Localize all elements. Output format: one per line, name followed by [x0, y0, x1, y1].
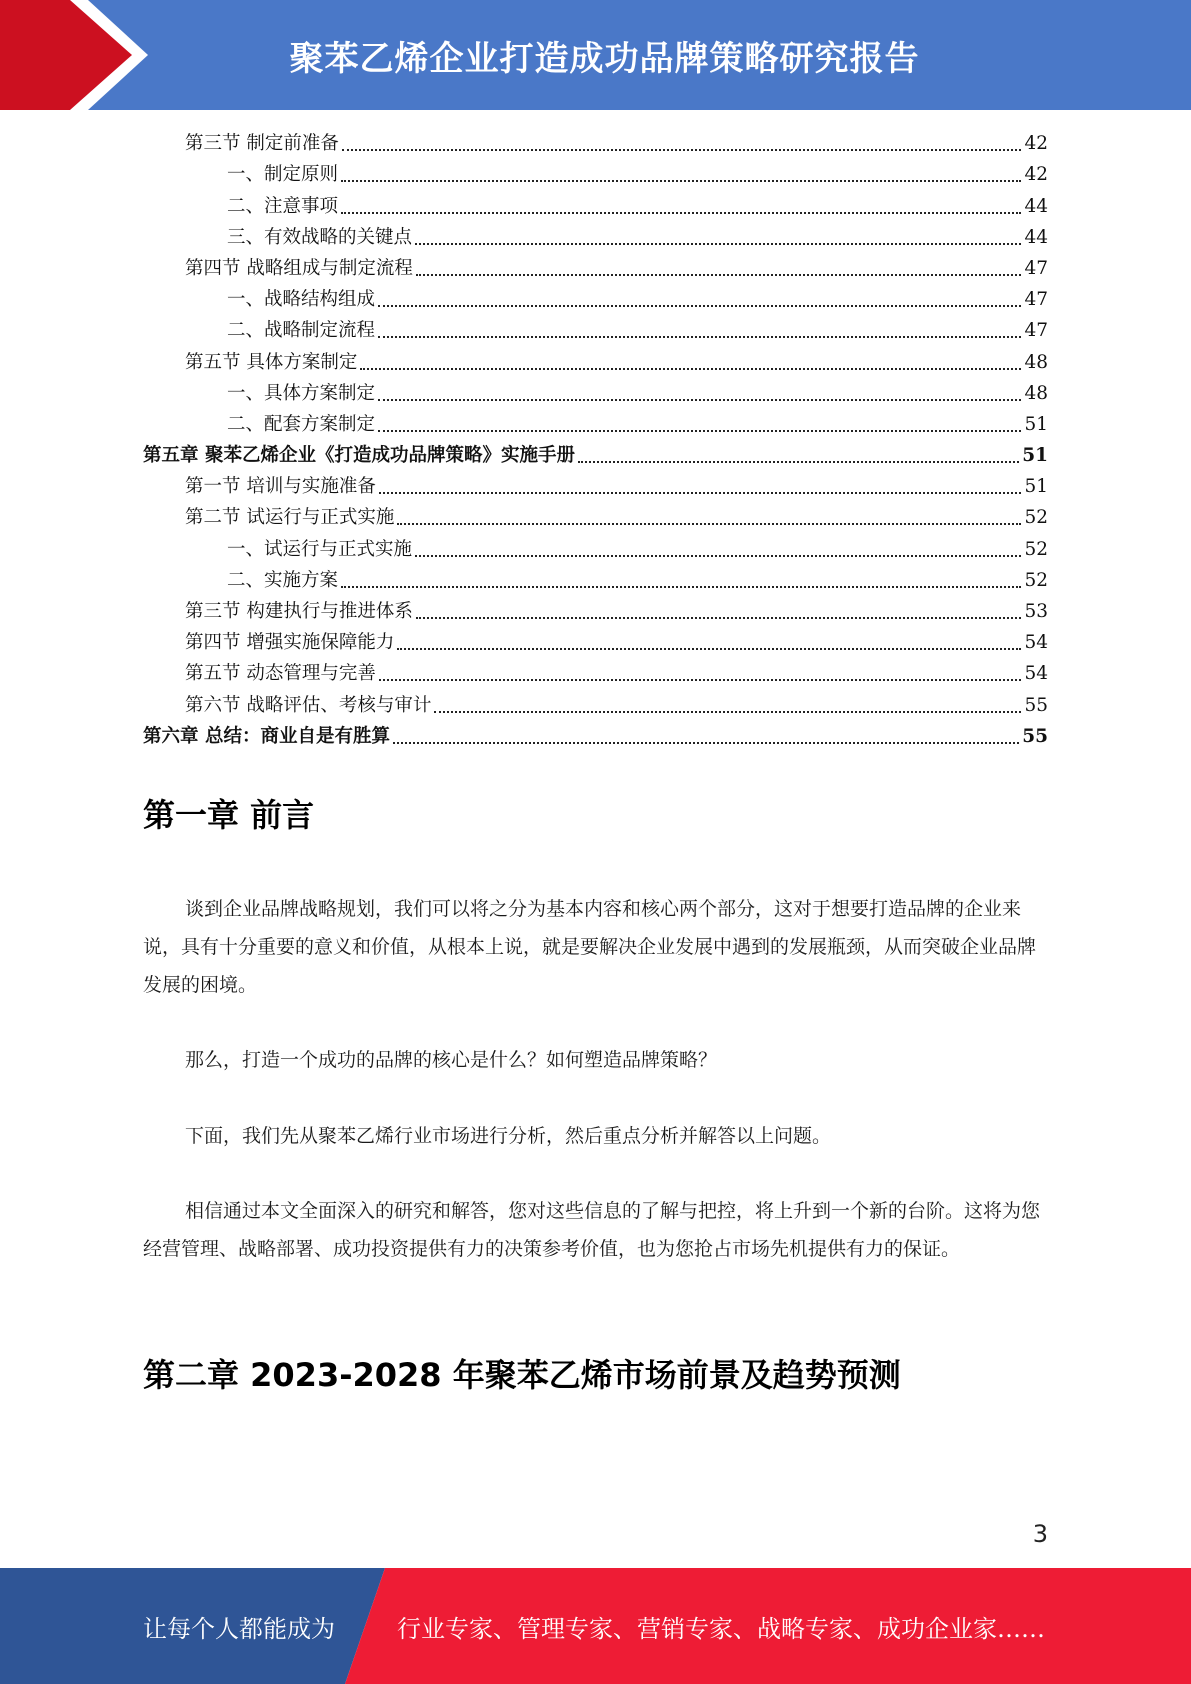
toc-entry[interactable]	[143, 689, 1048, 720]
toc-entry[interactable]	[143, 533, 1048, 564]
toc-entry-title: 第三节 构建执行与推进体系	[185, 601, 413, 622]
toc-dot-leader	[415, 555, 1021, 557]
footer-banner	[0, 1568, 1191, 1684]
chapter1-paragraph-3: 下面，我们先从聚苯乙烯行业市场进行分析，然后重点分析并解答以上问题。	[185, 1125, 832, 1147]
toc-page-number: 52	[1024, 569, 1048, 591]
chapter2-title: 第二章 2023-2028 年聚苯乙烯市场前景及趋势预测	[143, 1356, 901, 1394]
toc-entry-title: 第六章 总结：商业自是有胜算	[143, 725, 390, 747]
toc-dot-leader	[379, 679, 1022, 681]
toc-dot-leader	[341, 586, 1021, 588]
header-title: 聚苯乙烯企业打造成功品牌策略研究报告	[289, 38, 920, 79]
toc-entry[interactable]	[143, 315, 1048, 346]
toc-entry[interactable]	[143, 378, 1048, 409]
footer-slogan-right: 行业专家、管理专家、营销专家、战略专家、成功企业家……	[397, 1614, 1045, 1643]
toc-page-number: 52	[1024, 507, 1048, 529]
toc-page-number: 51	[1024, 413, 1048, 435]
toc-page-number: 51	[1024, 476, 1048, 498]
toc-dot-leader	[416, 274, 1022, 276]
toc-dot-leader	[341, 180, 1021, 182]
toc-page-number: 48	[1024, 351, 1048, 373]
toc-chapter-entry[interactable]	[143, 440, 1048, 471]
toc-entry-title: 第五节 动态管理与完善	[185, 663, 376, 685]
toc-dot-leader	[360, 368, 1021, 370]
toc-entry-title: 第二节 试运行与正式实施	[185, 507, 395, 529]
toc-dot-leader	[415, 243, 1021, 245]
toc-entry-title: 一、战略结构组成	[227, 289, 376, 311]
chapter1-paragraph-2: 那么，打造一个成功的品牌的核心是什么？如何塑造品牌策略？	[185, 1049, 718, 1071]
toc-entry-title: 第六节 战略评估、考核与审计	[185, 694, 432, 716]
toc-entry-title: 二、战略制定流程	[227, 320, 376, 342]
toc-entry-title: 三、有效战略的关键点	[227, 226, 413, 248]
footer-slogan-left: 让每个人都能成为	[143, 1614, 335, 1643]
toc-dot-leader	[341, 212, 1021, 214]
toc-dot-leader	[397, 523, 1021, 525]
toc-dot-leader	[378, 430, 1021, 432]
toc-entry[interactable]	[143, 658, 1048, 689]
toc-dot-leader	[378, 399, 1021, 401]
toc-page-number: 55	[1024, 694, 1048, 716]
toc-dot-leader	[434, 711, 1021, 713]
toc-dot-leader	[378, 305, 1021, 307]
toc-entry-title: 第三节 制定前准备	[185, 133, 339, 155]
toc-entry[interactable]	[143, 128, 1048, 159]
toc-entry[interactable]	[143, 253, 1048, 284]
toc-entry[interactable]	[143, 565, 1048, 596]
toc-page-number: 42	[1024, 164, 1048, 186]
toc-page-number: 44	[1024, 226, 1048, 248]
toc-entry[interactable]	[143, 346, 1048, 377]
toc-page-number: 47	[1024, 257, 1048, 279]
toc-entry[interactable]	[143, 284, 1048, 315]
toc-dot-leader	[397, 648, 1021, 650]
toc-page-number: 55	[1022, 725, 1048, 747]
toc-entry-title: 二、注意事项	[227, 195, 339, 217]
toc-dot-leader	[416, 617, 1022, 619]
toc-entry[interactable]	[143, 409, 1048, 440]
toc-entry[interactable]	[143, 502, 1048, 533]
toc-page-number: 47	[1024, 320, 1048, 342]
toc-entry-title: 第五章 聚苯乙烯企业《打造成功品牌策略》实施手册	[143, 445, 575, 467]
toc-dot-leader	[378, 336, 1021, 338]
toc-entry[interactable]	[143, 596, 1048, 627]
toc-page-number: 51	[1022, 445, 1048, 467]
toc-entry-title: 二、实施方案	[227, 569, 339, 591]
page-number: 3	[1032, 1520, 1048, 1548]
table-of-contents	[143, 128, 1048, 752]
toc-entry-title: 一、具体方案制定	[227, 382, 376, 404]
toc-page-number: 54	[1024, 632, 1048, 654]
toc-chapter-entry[interactable]	[143, 721, 1048, 752]
toc-page-number: 47	[1024, 289, 1048, 311]
toc-dot-leader	[393, 742, 1019, 744]
toc-entry[interactable]	[143, 627, 1048, 658]
chapter1-paragraph-1: 谈到企业品牌战略规划，我们可以将之分为基本内容和核心两个部分，这对于想要打造品牌的企业来说，具有十分重要的意义和价值，从根本上说，就是要解决企业发展中遇到的发展瓶颈，从而突破企业品牌发展的困境。	[143, 898, 1037, 996]
toc-page-number: 54	[1024, 663, 1048, 685]
chapter1-paragraph-4: 相信通过本文全面深入的研究和解答，您对这些信息的了解与把控，将上升到一个新的台阶。这将为您经营管理、战略部署、成功投资提供有力的决策参考价值，也为您抢占市场先机提供有力的保证。	[143, 1200, 1041, 1260]
toc-page-number: 42	[1024, 133, 1048, 155]
toc-page-number: 44	[1024, 195, 1048, 217]
toc-entry[interactable]	[143, 190, 1048, 221]
toc-entry-title: 第一节 培训与实施准备	[185, 476, 376, 498]
toc-entry-title: 一、制定原则	[227, 164, 339, 186]
chapter1-title: 第一章 前言	[143, 796, 315, 834]
toc-dot-leader	[342, 149, 1022, 151]
header-bar	[0, 0, 1191, 110]
toc-dot-leader	[379, 492, 1022, 494]
toc-entry[interactable]	[143, 159, 1048, 190]
toc-entry-title: 第四节 增强实施保障能力	[185, 632, 395, 654]
toc-entry[interactable]	[143, 471, 1048, 502]
toc-page-number: 48	[1024, 382, 1048, 404]
toc-dot-leader	[578, 461, 1019, 463]
toc-entry-title: 第五节 具体方案制定	[185, 351, 358, 373]
toc-entry[interactable]	[143, 222, 1048, 253]
toc-entry-title: 一、试运行与正式实施	[227, 538, 413, 560]
toc-entry-title: 二、配套方案制定	[227, 413, 376, 435]
toc-entry-title: 第四节 战略组成与制定流程	[185, 257, 413, 279]
toc-page-number: 53	[1024, 601, 1048, 622]
toc-page-number: 52	[1024, 538, 1048, 560]
